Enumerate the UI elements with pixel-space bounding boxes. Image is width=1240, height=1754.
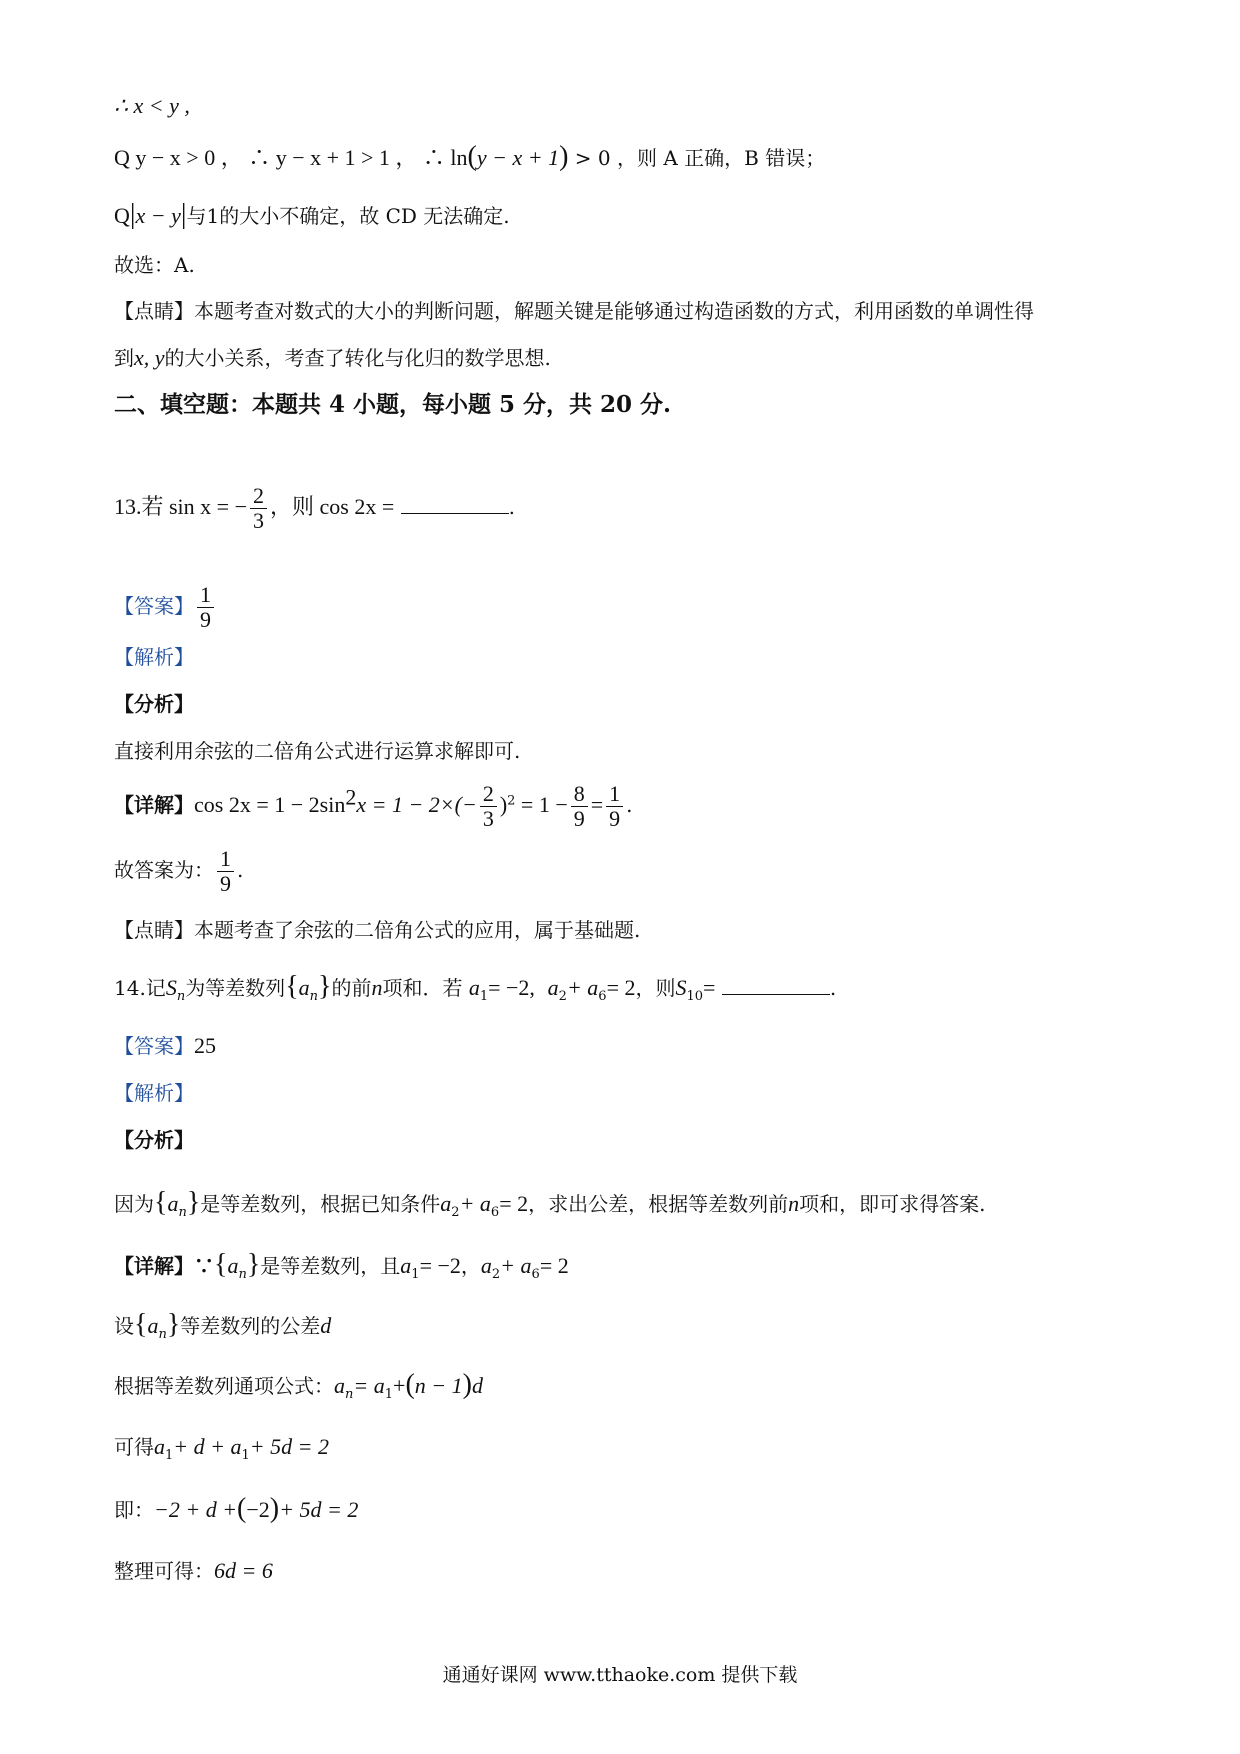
line-x-lt-y: [114, 91, 190, 121]
q13-answer-den: 9: [200, 607, 211, 632]
q14-d1-asub: n: [238, 1267, 247, 1282]
q13-f2n: 8: [571, 782, 588, 807]
text-ln-conclusion: > 0 ，则 A 正确，B 错误；: [574, 146, 826, 170]
q14-eq: =: [703, 975, 716, 1000]
q13-answer-label: 【答案】: [114, 594, 194, 618]
q13-final: [114, 847, 243, 896]
q13-final-n: 1: [217, 847, 234, 872]
q13-jiexi: [114, 642, 194, 672]
q14-mid2: 的前: [331, 976, 372, 1000]
q14-detail-2: 设$\{a_n\}$等差数列的公差d: [114, 1309, 332, 1342]
footer-text: 通通好课网 www.tthaoke.com 提供下载: [442, 1664, 798, 1686]
q13-f2d: 9: [573, 806, 585, 831]
q14-d4-sub1b: 1: [241, 1448, 250, 1463]
q14-mid1: 为等差数列: [185, 976, 286, 1000]
q13-answer-line: [114, 583, 217, 632]
q14-detail-3: 根据等差数列通项公式：$a_n= a_1+(n - 1)d$: [114, 1369, 483, 1402]
q13-answer-blank: [401, 495, 509, 514]
q14-an-n: n: [788, 1191, 800, 1216]
q13-detail-label: 【详解】: [114, 793, 194, 817]
q13-detail-c: ): [499, 792, 508, 817]
q14-d2a: 设: [114, 1314, 134, 1338]
q13-comment: [114, 915, 640, 945]
q14-d3a: 根据等差数列通项公式：: [114, 1374, 334, 1398]
q14-d2c: d: [320, 1313, 332, 1338]
q13-lead: 13.若 sin x = −: [114, 494, 247, 519]
page-footer: [0, 1660, 1240, 1687]
q14-an1: 因为: [114, 1192, 154, 1216]
q13-detail-b: x = 1 − 2×(−: [356, 792, 477, 817]
q14-d6a: 整理可得：: [114, 1559, 214, 1583]
q14-d2-a: a: [147, 1313, 159, 1338]
q13-detail-e: =: [590, 792, 604, 817]
q14-d4-a1: a: [154, 1434, 165, 1459]
q14-S10: S: [675, 975, 687, 1000]
q13-f3d: 9: [609, 806, 621, 831]
q14-d1a: 是等差数列，且: [260, 1254, 401, 1278]
q13-fenxi: [114, 689, 194, 719]
line-comment-1: [114, 296, 1034, 326]
q14-detail-6: [114, 1556, 273, 1586]
line-choice: [114, 250, 195, 280]
q14-cond2sub1: 2: [558, 989, 567, 1004]
q14-an3: ，求出公差，根据等差数列前: [528, 1192, 789, 1216]
q13-detail-d: = 1 −: [515, 792, 568, 817]
section-heading: [114, 390, 671, 420]
q14-d1-a: a: [227, 1253, 239, 1278]
q14-d1-a2: a: [480, 1253, 492, 1278]
text-comment-2a: 到: [114, 346, 134, 370]
q14-d1-label: 【详解】∵: [114, 1254, 214, 1278]
q14-answer-value: 25: [194, 1033, 216, 1058]
q13-f3n: 1: [606, 782, 623, 807]
q13-f1d: 3: [482, 806, 494, 831]
q14-d3-sub1: 1: [384, 1387, 394, 1402]
question-13: [114, 484, 515, 533]
q13-detail-sup: 2: [345, 784, 357, 810]
q14-jiexi-label: 【解析】: [114, 1081, 194, 1105]
q13-frac-num: 2: [250, 484, 267, 509]
q14-d6b: 6d = 6: [214, 1558, 273, 1583]
q14-S-sub: n: [176, 989, 186, 1004]
q14-an-eq: = 2: [499, 1191, 529, 1216]
q14-d1-sub2: 2: [491, 1267, 501, 1282]
q13-analysis: [114, 736, 520, 766]
text-comment-1: 【点睛】本题考查对数式的大小的判断问题，解题关键是能够通过构造函数的方式，利用函数的单调性得: [114, 299, 1034, 323]
q14-d2-asub: n: [158, 1327, 167, 1342]
q14-d2b: 等差数列的公差: [180, 1314, 321, 1338]
q13-answer-fraction: [197, 583, 214, 632]
q13-final-d: 9: [220, 871, 231, 896]
q14-detail-5: 即：−2 + d +(−2)+ 5d = 2: [114, 1493, 359, 1524]
q14-detail-4: [114, 1432, 329, 1471]
q14-d4-sub1: 1: [165, 1448, 174, 1463]
q13-jiexi-label: 【解析】: [114, 645, 194, 669]
q14-an-a2: a: [440, 1191, 452, 1216]
q14-lead: 14.记: [114, 976, 166, 1000]
math-x-lt-y: ∴ x < y ,: [114, 93, 190, 118]
q14-d3c: +: [393, 1373, 406, 1398]
q13-detail-sup2: 2: [507, 793, 516, 809]
math-ln-a: Q y − x > 0 ， ∴ y − x + 1 > 1 ， ∴ ln: [114, 145, 468, 170]
q13-fraction: [250, 484, 267, 533]
q14-cond2c: = 2: [606, 975, 636, 1000]
math-q: Q: [114, 203, 130, 228]
q13-detail-frac2: [571, 782, 588, 831]
q14-d5d: + 5d = 2: [279, 1497, 359, 1522]
q14-an-sub6: 6: [490, 1205, 500, 1220]
math-ln-arg: y − x + 1: [476, 145, 560, 170]
q14-mid3: 项和．若: [382, 976, 463, 1000]
q14-an4: 项和，即可求得答案.: [799, 1192, 986, 1216]
q13-final-frac: [217, 847, 234, 896]
q13-answer-num: 1: [197, 583, 214, 608]
line-abs-uncertain: Q|x − y|与1的大小不确定，故 CD 无法确定.: [114, 199, 510, 230]
q14-analysis: 因为$\{a_n\}$是等差数列，根据已知条件$a_2+ a_6= 2$，求出公差，根据等差数列前n项和，即可求得答案.: [114, 1187, 986, 1220]
q13-detail-a: cos 2x = 1 − 2sin: [194, 792, 346, 817]
q13-final-label: 故答案为：: [114, 858, 214, 882]
line-ln-positive: Q y − x > 0 ， ∴ y − x + 1 > 1 ， ∴ ln(y − x + 1) > 0 ，则 A 正确，B 错误；: [114, 141, 826, 172]
q14-d4a: 可得: [114, 1435, 154, 1459]
q14-d1-eq: = 2: [539, 1253, 569, 1278]
q14-cond1b: = −2,: [488, 975, 535, 1000]
q14-d1-plus: + a: [500, 1253, 532, 1278]
text-choice: 故选：A.: [114, 253, 195, 277]
q14-mid4: ，则: [635, 976, 676, 1000]
q13-mid: ，则 cos 2x =: [270, 494, 395, 519]
q14-d1b: = −2: [419, 1253, 461, 1278]
text-abs-conclusion: 与1的大小不确定，故 CD 无法确定.: [186, 204, 510, 228]
q14-d5c: −2: [246, 1497, 270, 1522]
q14-an2: 是等差数列，根据已知条件: [200, 1192, 441, 1216]
q14-answer-blank: [722, 976, 830, 995]
q14-an-plus: + a: [459, 1191, 491, 1216]
q13-detail-frac3: [606, 782, 623, 831]
q14-answer-label: 【答案】: [114, 1034, 194, 1058]
q14-d4b: + d + a: [173, 1434, 242, 1459]
q14-n: n: [371, 975, 383, 1000]
q14-d1-sub1: 1: [411, 1267, 420, 1282]
q14-d3b: = a: [353, 1373, 385, 1398]
q14-cond1sub: 1: [479, 989, 489, 1004]
q14-fenxi: [114, 1125, 194, 1155]
q14-jiexi: [114, 1078, 194, 1108]
q14-answer-line: [114, 1031, 216, 1061]
q14-an-a: a: [167, 1191, 179, 1216]
q14-cond2b: + a: [566, 975, 599, 1000]
q14-a: a: [298, 975, 310, 1000]
q14-d3-a: a: [334, 1373, 345, 1398]
section-title: 二、填空题：本题共 4 小题，每小题 5 分，共 20 分.: [114, 391, 672, 418]
q14-S10-sub: 10: [686, 989, 704, 1004]
math-xy: x, y: [134, 345, 165, 370]
math-abs-arg: x − y: [135, 203, 181, 228]
q14-d3e: d: [471, 1373, 483, 1398]
q14-a-sub: n: [309, 989, 319, 1004]
q14-an-asub: n: [178, 1205, 187, 1220]
q14-cond2sub2: 6: [598, 989, 607, 1004]
q13-end: .: [508, 495, 515, 519]
q14-fenxi-label: 【分析】: [114, 1128, 194, 1152]
q14-d5b: −2 + d +: [154, 1497, 238, 1522]
q13-f1n: 2: [480, 782, 497, 807]
q13-detail-f: .: [626, 793, 633, 817]
q14-d5a: 即：: [114, 1498, 154, 1522]
q14-d1-a1: a: [400, 1253, 412, 1278]
q14-d4c: + 5d = 2: [249, 1434, 329, 1459]
q14-cond2a: a: [547, 975, 559, 1000]
q13-fenxi-label: 【分析】: [114, 692, 194, 716]
q14-end: .: [829, 976, 837, 1000]
question-14: 14.记$S_n$为等差数列$\{a_n\}$的前n项和．若 $a_1= -2$, $a_2+ a_6= 2$，则$S_{10}=$ .: [114, 971, 837, 1004]
q13-detail: [114, 782, 633, 831]
q14-detail-1: 【详解】$\because\{a_n\}$是等差数列，且$a_1= -2$，$a_2+ a_6= 2$: [114, 1249, 569, 1282]
q13-final-end: .: [237, 858, 244, 882]
q14-cond1a: a: [468, 975, 480, 1000]
text-comment-2b: 的大小关系，考查了转化与化归的数学思想.: [164, 346, 551, 370]
q14-S: S: [165, 975, 177, 1000]
line-comment-2: [114, 343, 551, 373]
q14-d3d: n − 1: [414, 1373, 463, 1398]
q14-d1c: ，: [460, 1254, 481, 1278]
q14-d1-sub6: 6: [531, 1267, 540, 1282]
q14-an-sub2: 2: [451, 1205, 460, 1220]
q13-frac-den: 3: [253, 508, 264, 533]
q13-analysis-text: 直接利用余弦的二倍角公式进行运算求解即可.: [114, 739, 521, 763]
q14-d3-asub: n: [345, 1387, 354, 1402]
q13-comment-text: 【点睛】本题考查了余弦的二倍角公式的应用，属于基础题.: [114, 918, 641, 942]
q13-detail-frac1: [480, 782, 497, 831]
